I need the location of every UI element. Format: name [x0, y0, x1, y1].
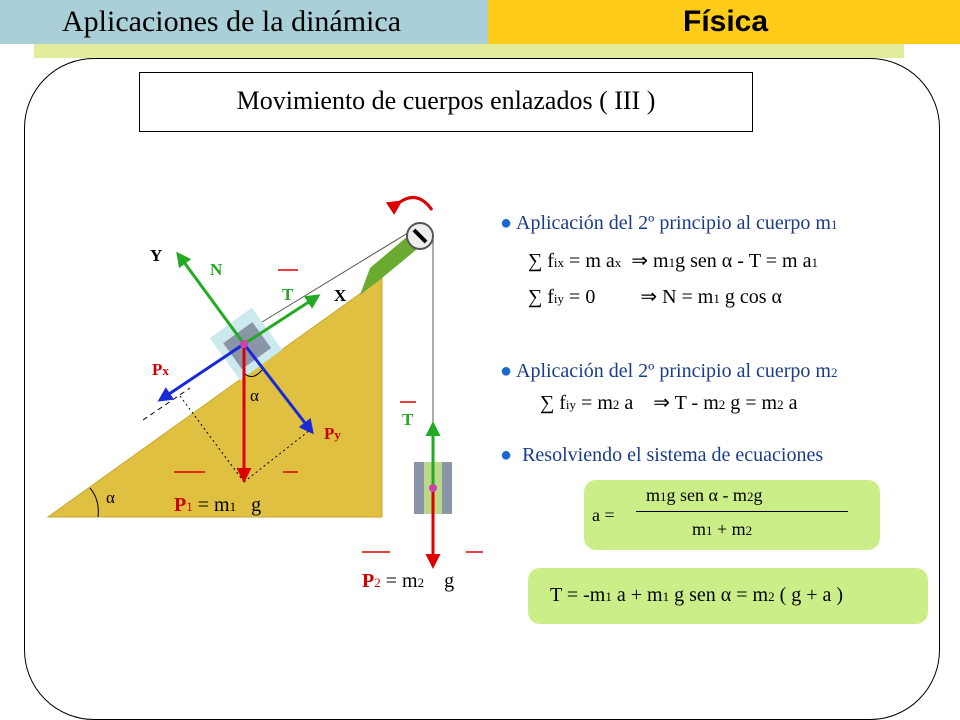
alpha-angle-label: α	[250, 386, 259, 405]
p1-equation: P1 = m1 g	[174, 494, 262, 516]
bullet-icon: ●	[500, 212, 513, 234]
bullet-icon: ●	[500, 360, 513, 382]
incline-plane	[48, 278, 382, 517]
string-incline	[262, 228, 416, 322]
rotation-arrow	[400, 198, 432, 211]
py-label: Py	[324, 424, 341, 443]
eq1-header: ● Aplicación del 2º principio al cuerpo m1	[500, 212, 838, 234]
eq2-header: ● Aplicación del 2º principio al cuerpo m2	[500, 360, 838, 382]
a-denominator: m1 + m2	[692, 519, 753, 539]
normal-label: N	[210, 260, 223, 279]
eq1-line2: ∑ fiy = 0 ⇒ N = m1 g cos α	[528, 286, 783, 308]
fraction-bar	[636, 511, 848, 512]
axis-y-label: Y	[150, 246, 163, 265]
axis-x-label: X	[334, 286, 347, 305]
px-label: Px	[152, 360, 169, 379]
eq2-line: ∑ fiy = m2 a ⇒ T - m2 g = m2 a	[540, 392, 798, 414]
header-title: Aplicaciones de la dinámica	[62, 5, 402, 38]
header-subject: Física	[683, 5, 769, 38]
a-label: a =	[592, 505, 615, 525]
tension-equation: T = -m1 a + m1 g sen α = m2 ( g + a )	[550, 584, 844, 606]
eq1-line1: ∑ fix = m ax ⇒ m1g sen α - T = m a1	[528, 250, 818, 272]
a-numerator: m1g sen α - m2g	[646, 485, 763, 505]
tension-2-label: T	[402, 410, 414, 429]
p2-equation: P2 = m2 g	[362, 570, 455, 592]
bullet-icon: ●	[500, 444, 513, 466]
alpha-base-label: α	[106, 488, 115, 507]
eq3-header: ● Resolviendo el sistema de ecuaciones	[500, 444, 824, 466]
tension-1-label: T	[282, 285, 294, 304]
slide-title: Movimiento de cuerpos enlazados ( III )	[139, 72, 753, 132]
